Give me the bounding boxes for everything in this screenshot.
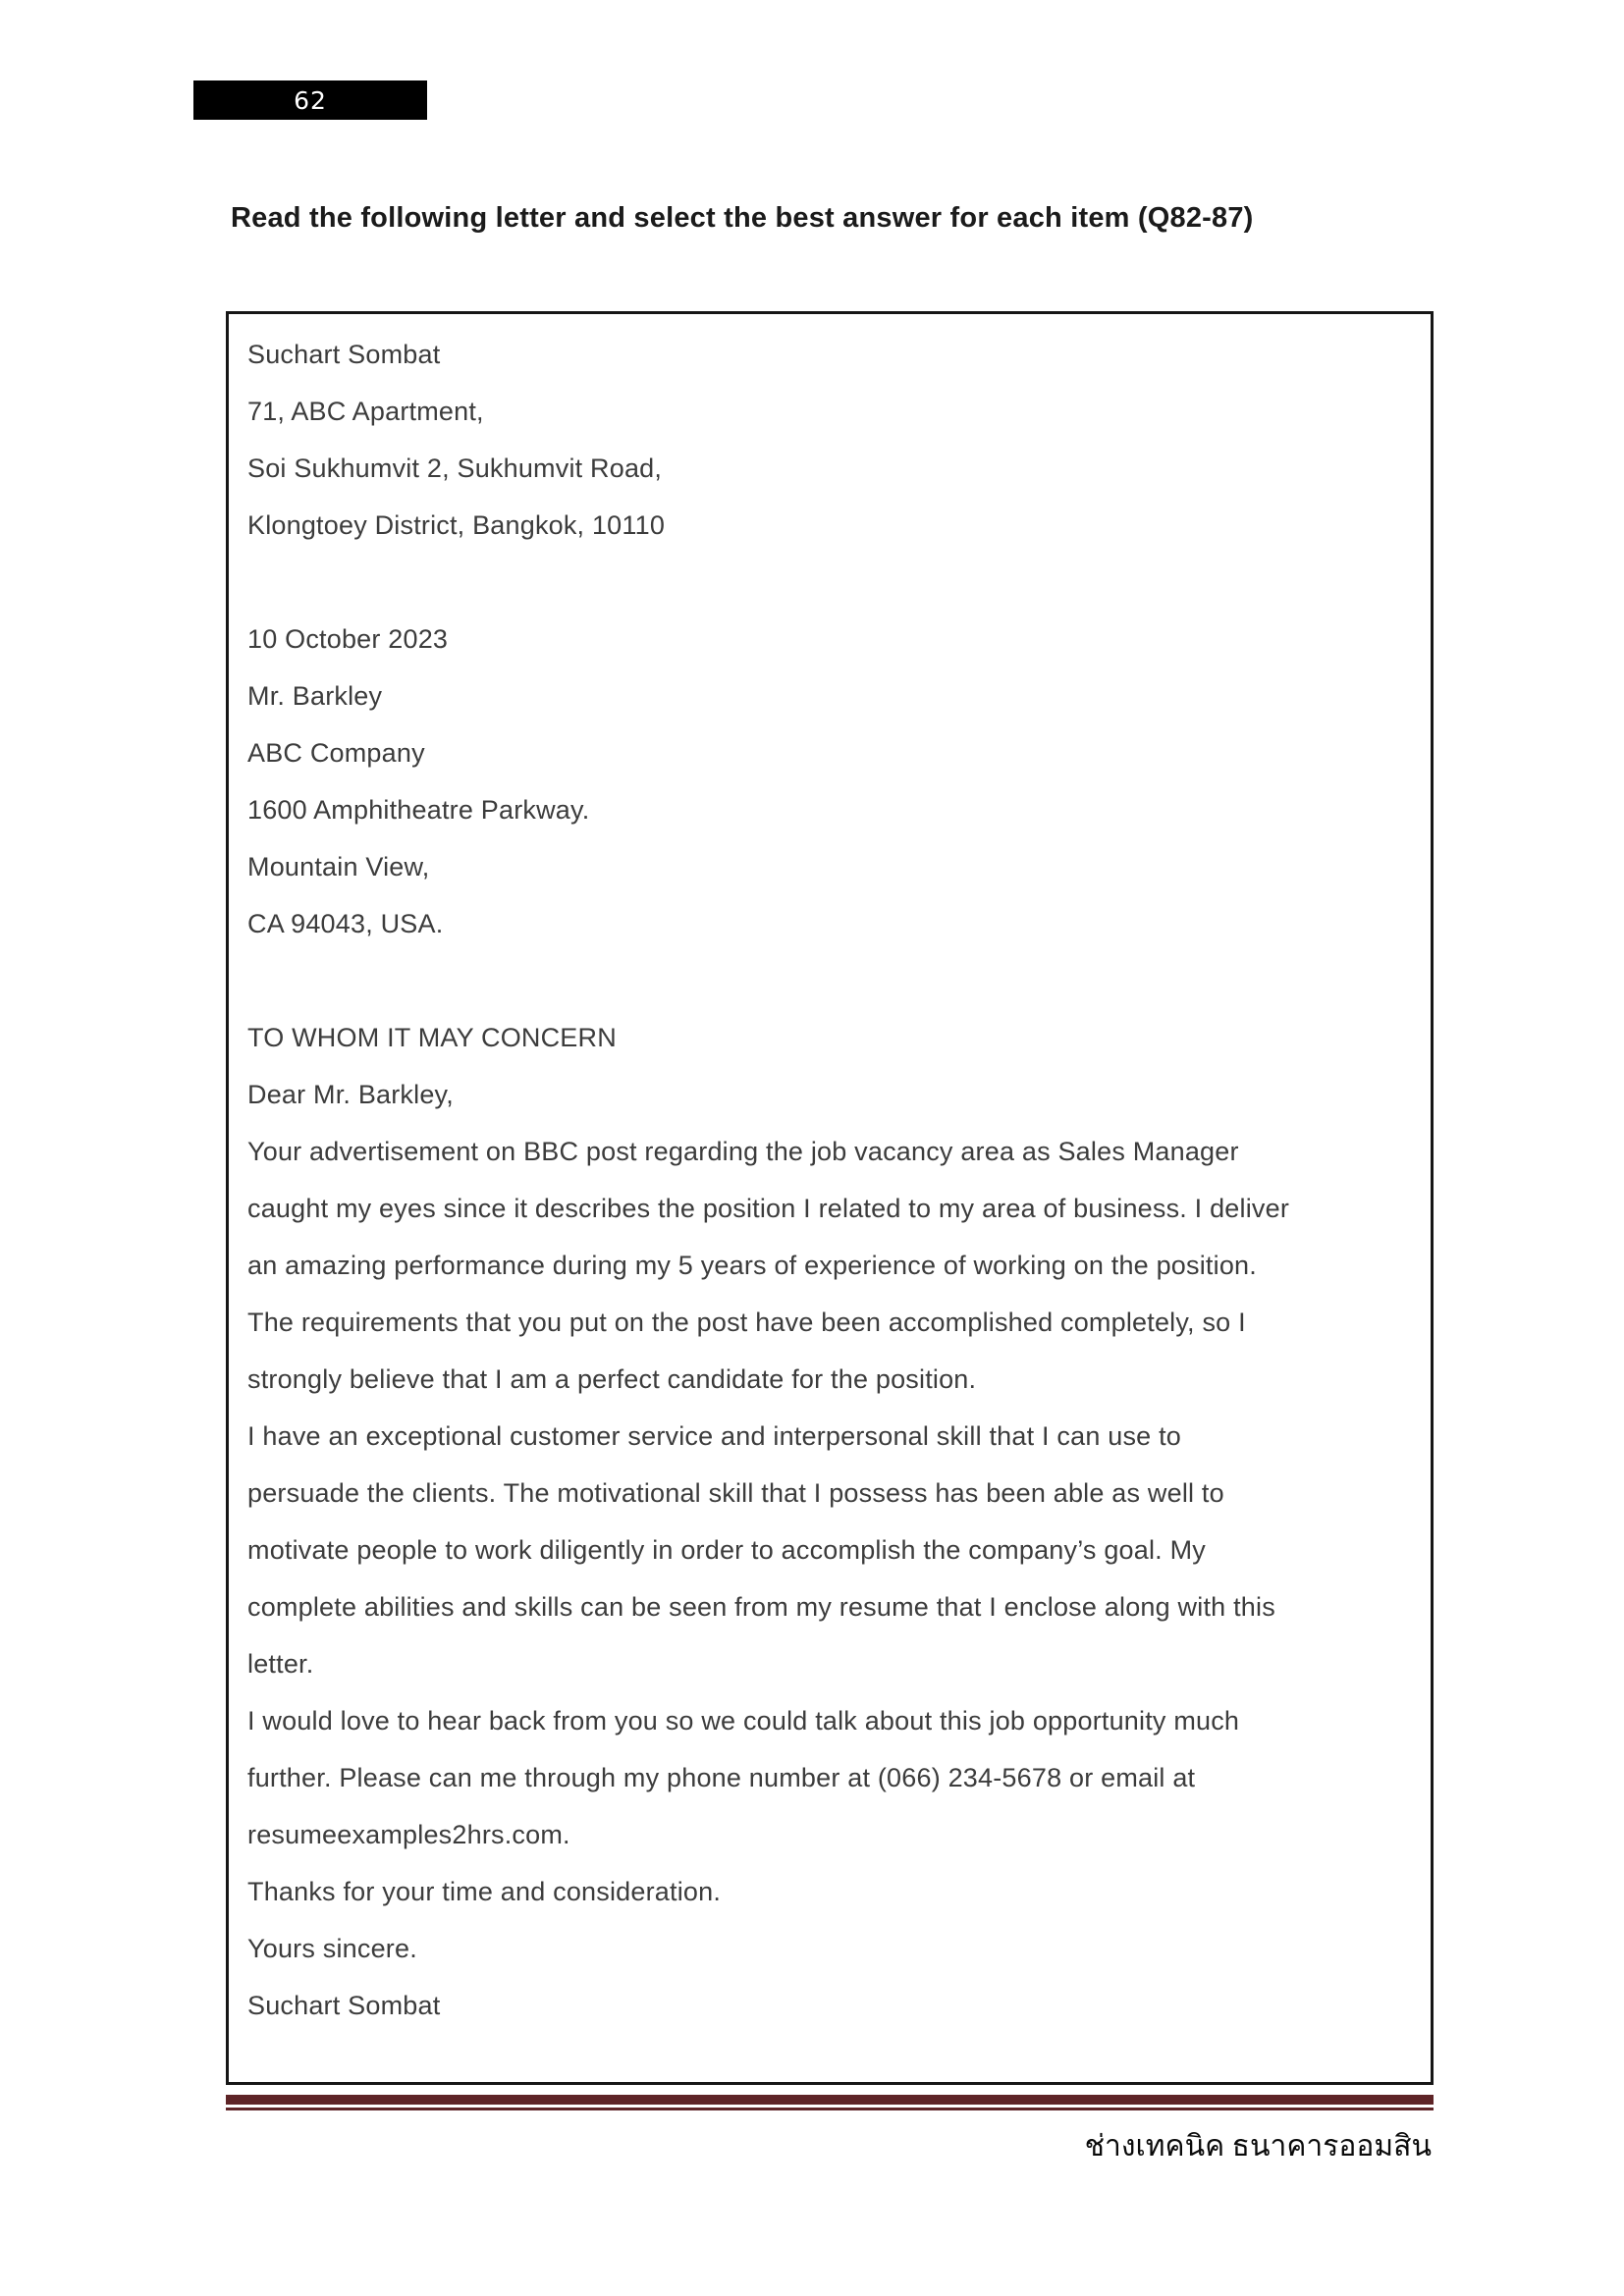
letter-line-blank bbox=[247, 952, 1413, 1009]
letter-line-body: letter. bbox=[247, 1649, 314, 1679]
instruction-heading: Read the following letter and select the best answer for each item (Q82-87) bbox=[231, 202, 1254, 234]
letter-line-body: caught my eyes since it describes the position I related to my area of business. I deliver bbox=[247, 1194, 1290, 1223]
letter-line-recipient-company: ABC Company bbox=[247, 738, 425, 768]
letter-line-body: strongly believe that I am a perfect candidate for the position. bbox=[247, 1364, 977, 1394]
letter-line-recipient-name: Mr. Barkley bbox=[247, 681, 383, 711]
letter-line-body: I would love to hear back from you so we could talk about this job opportunity much bbox=[247, 1706, 1240, 1735]
letter-line-body: persuade the clients. The motivational skill that I possess has been able as well to bbox=[247, 1478, 1224, 1508]
page-number-badge bbox=[193, 80, 427, 120]
letter-line-body: motivate people to work diligently in order to accomplish the company’s goal. My bbox=[247, 1535, 1206, 1565]
letter-line-salutation-header: TO WHOM IT MAY CONCERN bbox=[247, 1023, 617, 1052]
letter-line-body: The requirements that you put on the post have been accomplished completely, so I bbox=[247, 1308, 1246, 1337]
letter-line-closing: Yours sincere. bbox=[247, 1934, 417, 1963]
letter-line-recipient-address-3: CA 94043, USA. bbox=[247, 909, 444, 938]
letter-line-salutation: Dear Mr. Barkley, bbox=[247, 1080, 454, 1109]
letter-line-signature: Suchart Sombat bbox=[247, 1991, 441, 2020]
letter-line-sender-address-2: Soi Sukhumvit 2, Sukhumvit Road, bbox=[247, 454, 663, 483]
footer-label: ช่างเทคนิค ธนาคารออมสิน bbox=[1084, 2130, 1432, 2163]
footer-divider-thick-bar bbox=[226, 2095, 1434, 2105]
footer-divider bbox=[226, 2095, 1434, 2110]
letter-line-body: resumeexamples2hrs.com. bbox=[247, 1820, 570, 1849]
letter-line-blank bbox=[247, 554, 1413, 611]
footer-divider-thin-bar bbox=[226, 2108, 1434, 2110]
letter-line-sender-address-1: 71, ABC Apartment, bbox=[247, 397, 484, 426]
letter-line-body: I have an exceptional customer service and interpersonal skill that I can use to bbox=[247, 1421, 1182, 1451]
letter-line-body: complete abilities and skills can be seen from my resume that I enclose along with this bbox=[247, 1592, 1275, 1622]
letter-line-body: an amazing performance during my 5 years of experience of working on the position. bbox=[247, 1251, 1257, 1280]
letter-line-date: 10 October 2023 bbox=[247, 624, 449, 654]
letter-line-recipient-address-2: Mountain View, bbox=[247, 852, 430, 881]
letter-container bbox=[226, 311, 1434, 2085]
letter-line-sender-address-3: Klongtoey District, Bangkok, 10110 bbox=[247, 510, 666, 540]
letter-line-body: Your advertisement on BBC post regarding the job vacancy area as Sales Manager bbox=[247, 1137, 1239, 1166]
letter-line-body: further. Please can me through my phone number at (066) 234-5678 or email at bbox=[247, 1763, 1196, 1792]
page-number: 62 bbox=[294, 85, 327, 115]
letter-line-sender-name: Suchart Sombat bbox=[247, 340, 441, 369]
letter-line-closing-thanks: Thanks for your time and consideration. bbox=[247, 1877, 722, 1906]
letter-line-recipient-address-1: 1600 Amphitheatre Parkway. bbox=[247, 795, 590, 825]
